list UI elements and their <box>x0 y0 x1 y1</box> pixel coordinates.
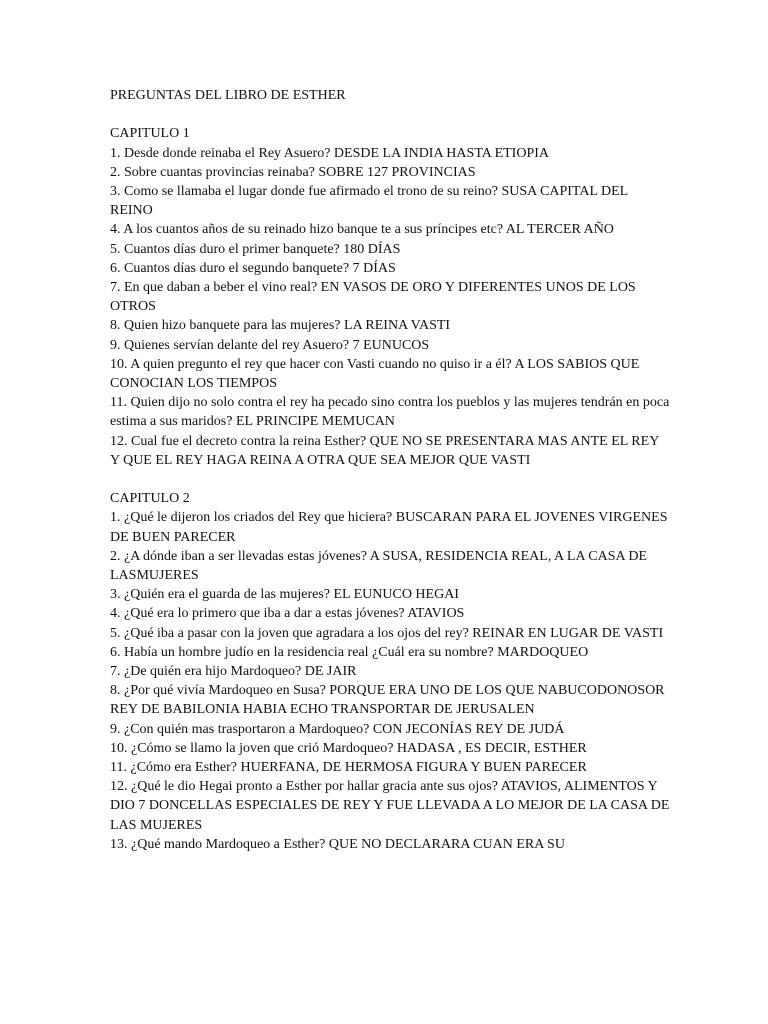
question-item: 7. ¿De quién era hijo Mardoqueo? DE JAIR <box>110 664 357 680</box>
question-item: 1. Desde donde reinaba el Rey Asuero? DESDE LA INDIA HASTA ETIOPIA <box>110 145 550 161</box>
question-item: 1. ¿Qué le dijeron los criados del Rey que hiciera? BUSCARAN PARA EL JOVENES VIRGENES DE BUEN PARECER <box>110 510 668 545</box>
question-list <box>110 144 670 470</box>
document-content <box>110 86 670 873</box>
question-item: 3. ¿Quién era el guarda de las mujeres? EL EUNUCO HEGAI <box>110 587 459 603</box>
question-item: 3. Como se llamaba el lugar donde fue afirmado el trono de su reino? SUSA CAPITAL DEL REINO <box>110 184 628 219</box>
question-item: 13. ¿Qué mando Mardoqueo a Esther? QUE NO DECLARARA CUAN ERA SU <box>110 836 565 852</box>
question-item: 6. Había un hombre judío en la residencia real ¿Cuál era su nombre? MARDOQUEO <box>110 644 589 660</box>
question-item: 9. Quienes servían delante del rey Asuero? 7 EUNUCOS <box>110 337 430 353</box>
question-item: 5. Cuantos días duro el primer banquete? 180 DÍAS <box>110 241 401 257</box>
question-item: 9. ¿Con quién mas trasportaron a Mardoqueo? CON JECONÍAS REY DE JUDÁ <box>110 721 565 737</box>
chapter-heading: CAPITULO 2 <box>110 491 190 507</box>
question-item: 10. A quien pregunto el rey que hacer con Vasti cuando no quiso ir a él? A LOS SABIOS QUE CONOCIAN LOS TIEMPOS <box>110 356 640 392</box>
document-title: PREGUNTAS DEL LIBRO DE ESTHER <box>110 88 346 103</box>
chapters-container <box>110 124 670 854</box>
question-item: 6. Cuantos días duro el segundo banquete? 7 DÍAS <box>110 260 396 276</box>
chapter-section <box>110 124 670 470</box>
question-item: 11. Quien dijo no solo contra el rey ha pecado sino contra los pueblos y las mujeres tendrán en poca estima a sus maridos? EL PRINCIPE MEMUCAN <box>110 395 670 430</box>
question-item: 8. ¿Por qué vivía Mardoqueo en Susa? PORQUE ERA UNO DE LOS QUE NABUCODONOSOR REY DE BABILONIA HABIA ECHO TRANSPORTAR DE JERUSALEN <box>110 683 665 718</box>
chapter-section <box>110 489 670 854</box>
question-item: 8. Quien hizo banquete para las mujeres? LA REINA VASTI <box>110 318 451 334</box>
question-item: 2. Sobre cuantas provincias reinaba? SOBRE 127 PROVINCIAS <box>110 164 476 180</box>
question-item: 4. A los cuantos años de su reinado hizo banque te a sus príncipes etc? AL TERCER AÑO <box>110 222 614 238</box>
question-item: 11. ¿Cómo era Esther? HUERFANA, DE HERMOSA FIGURA Y BUEN PARECER <box>110 760 587 776</box>
question-item: 10. ¿Cómo se llamo la joven que crió Mardoqueo? HADASA , ES DECIR, ESTHER <box>110 740 587 756</box>
question-item: 2. ¿A dónde iban a ser llevadas estas jóvenes? A SUSA, RESIDENCIA REAL, A LA CASA DE LASMUJERES <box>110 548 648 584</box>
question-item: 12. ¿Qué le dio Hegai pronto a Esther por hallar gracia ante sus ojos? ATAVIOS, ALIMENTOS Y DIO 7 DONCELLAS ESPECIALES DE REY Y FUE LLEVADA A LO MEJOR DE LA CASA DE LAS MUJERES <box>110 779 670 833</box>
chapter-heading: CAPITULO 1 <box>110 126 190 142</box>
question-list <box>110 508 670 854</box>
question-item: 12. Cual fue el decreto contra la reina Esther? QUE NO SE PRESENTARA MAS ANTE EL REY Y QUE EL REY HAGA REINA A OTRA QUE SEA MEJOR QUE VASTI <box>110 433 659 468</box>
question-item: 5. ¿Qué iba a pasar con la joven que agradara a los ojos del rey? REINAR EN LUGAR DE VASTI <box>110 625 664 641</box>
question-item: 4. ¿Qué era lo primero que iba a dar a estas jóvenes? ATAVIOS <box>110 606 465 622</box>
question-item: 7. En que daban a beber el vino real? EN VASOS DE ORO Y DIFERENTES UNOS DE LOS OTROS <box>110 280 636 315</box>
